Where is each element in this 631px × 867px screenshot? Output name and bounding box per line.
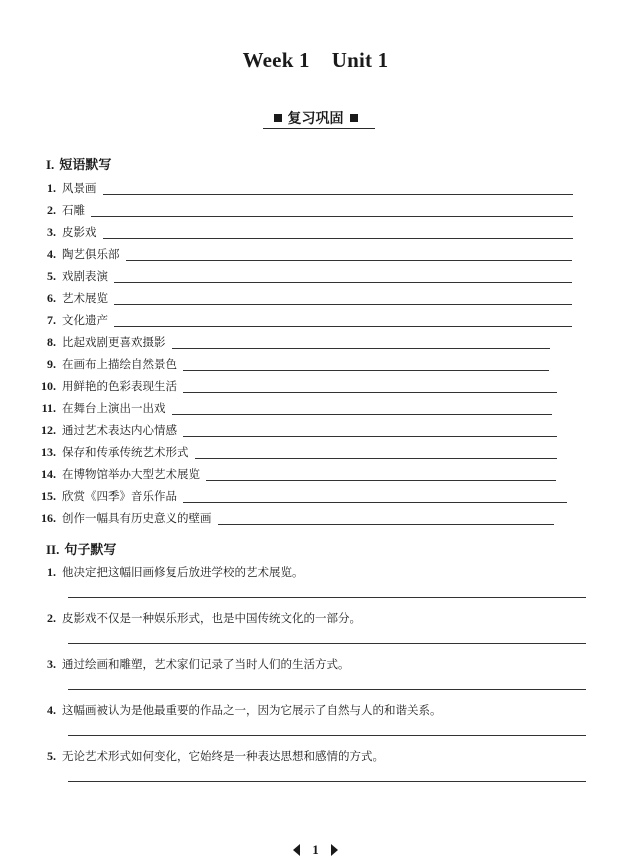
item-number: 4. bbox=[47, 247, 56, 261]
item-number: 5. bbox=[47, 269, 56, 283]
item-number: 12. bbox=[41, 423, 56, 437]
item-number: 1. bbox=[47, 181, 56, 195]
phrase-prompt: 用鲜艳的色彩表现生活 bbox=[62, 379, 177, 393]
item-number: 3. bbox=[47, 657, 56, 671]
sentence-prompt: 无论艺术形式如何变化，它始终是一种表达思想和感情的方式。 bbox=[62, 749, 384, 763]
item-number: 13. bbox=[41, 445, 56, 459]
triangle-right-icon bbox=[331, 844, 338, 856]
item-number: 7. bbox=[47, 313, 56, 327]
answer-blank[interactable] bbox=[126, 248, 572, 261]
square-bullet-icon bbox=[350, 114, 358, 122]
section-banner-title: 复习巩固 bbox=[287, 111, 344, 127]
phrase-row bbox=[0, 416, 631, 438]
phrase-prompt: 欣赏《四季》音乐作品 bbox=[62, 489, 177, 503]
answer-line[interactable] bbox=[68, 597, 586, 598]
item-number: 5. bbox=[47, 749, 56, 763]
phrase-prompt: 在舞台上演出一出戏 bbox=[62, 401, 166, 415]
item-number: 1. bbox=[47, 565, 56, 579]
item-number: 2. bbox=[47, 203, 56, 217]
phrase-row bbox=[0, 482, 631, 504]
answer-blank[interactable] bbox=[195, 446, 557, 459]
item-number: 10. bbox=[41, 379, 56, 393]
phrase-prompt: 通过艺术表达内心情感 bbox=[62, 423, 177, 437]
phrase-row bbox=[0, 306, 631, 328]
phrase-prompt: 石雕 bbox=[62, 203, 85, 217]
answer-blank[interactable] bbox=[114, 270, 572, 283]
item-number: 4. bbox=[47, 703, 56, 717]
item-number: 2. bbox=[47, 611, 56, 625]
phrase-row bbox=[0, 438, 631, 460]
answer-blank[interactable] bbox=[218, 512, 554, 525]
sentence-item bbox=[0, 564, 631, 580]
sentence-item bbox=[0, 610, 631, 626]
answer-blank[interactable] bbox=[172, 402, 552, 415]
phrase-row bbox=[0, 350, 631, 372]
part1-roman: I. bbox=[46, 157, 55, 172]
item-number: 9. bbox=[47, 357, 56, 371]
answer-blank[interactable] bbox=[183, 358, 549, 371]
phrase-row bbox=[0, 174, 631, 196]
phrase-row bbox=[0, 284, 631, 306]
sentence-prompt: 通过绘画和雕塑，艺术家们记录了当时人们的生活方式。 bbox=[62, 657, 350, 671]
phrase-row bbox=[0, 460, 631, 482]
phrase-row bbox=[0, 328, 631, 350]
phrase-prompt: 文化遗产 bbox=[62, 313, 108, 327]
item-number: 16. bbox=[41, 511, 56, 525]
phrase-prompt: 比起戏剧更喜欢摄影 bbox=[62, 335, 166, 349]
page-footer bbox=[0, 842, 631, 858]
phrase-prompt: 创作一幅具有历史意义的壁画 bbox=[62, 511, 212, 525]
phrase-prompt: 艺术展览 bbox=[62, 291, 108, 305]
answer-blank[interactable] bbox=[103, 182, 573, 195]
answer-line[interactable] bbox=[68, 781, 586, 782]
unit-label: Unit 1 bbox=[331, 48, 389, 72]
section-banner bbox=[0, 108, 631, 128]
part1-heading bbox=[46, 154, 111, 173]
part2-heading bbox=[46, 539, 116, 558]
item-number: 11. bbox=[41, 401, 56, 415]
answer-blank[interactable] bbox=[114, 292, 572, 305]
phrase-prompt: 风景画 bbox=[62, 181, 97, 195]
phrase-row bbox=[0, 504, 631, 526]
phrase-row bbox=[0, 196, 631, 218]
item-number: 15. bbox=[41, 489, 56, 503]
phrase-row bbox=[0, 262, 631, 284]
page-number: 1 bbox=[312, 842, 319, 857]
sentence-item bbox=[0, 656, 631, 672]
square-bullet-icon bbox=[274, 114, 282, 122]
phrase-row bbox=[0, 218, 631, 240]
sentence-prompt: 这幅画被认为是他最重要的作品之一，因为它展示了自然与人的和谐关系。 bbox=[62, 703, 442, 717]
item-number: 6. bbox=[47, 291, 56, 305]
part2-roman: II. bbox=[46, 542, 60, 557]
answer-blank[interactable] bbox=[183, 380, 557, 393]
answer-blank[interactable] bbox=[206, 468, 556, 481]
week-label: Week 1 bbox=[242, 48, 310, 72]
phrase-prompt: 皮影戏 bbox=[62, 225, 97, 239]
part2-title: 句子默写 bbox=[64, 543, 117, 558]
answer-blank[interactable] bbox=[183, 490, 567, 503]
phrase-row bbox=[0, 394, 631, 416]
item-number: 14. bbox=[41, 467, 56, 481]
phrase-row bbox=[0, 372, 631, 394]
phrase-prompt: 在画布上描绘自然景色 bbox=[62, 357, 177, 371]
phrase-prompt: 在博物馆举办大型艺术展览 bbox=[62, 467, 200, 481]
sentence-item bbox=[0, 702, 631, 718]
answer-blank[interactable] bbox=[103, 226, 573, 239]
answer-blank[interactable] bbox=[114, 314, 572, 327]
answer-line[interactable] bbox=[68, 735, 586, 736]
answer-blank[interactable] bbox=[91, 204, 573, 217]
phrase-row bbox=[0, 240, 631, 262]
answer-blank[interactable] bbox=[183, 424, 557, 437]
answer-line[interactable] bbox=[68, 643, 586, 644]
phrase-prompt: 戏剧表演 bbox=[62, 269, 108, 283]
page-title bbox=[0, 48, 631, 73]
phrase-prompt: 保存和传承传统艺术形式 bbox=[62, 445, 189, 459]
item-number: 3. bbox=[47, 225, 56, 239]
triangle-left-icon bbox=[293, 844, 300, 856]
sentence-item bbox=[0, 748, 631, 764]
answer-line[interactable] bbox=[68, 689, 586, 690]
banner-underline bbox=[263, 128, 375, 129]
answer-blank[interactable] bbox=[172, 336, 550, 349]
part1-title: 短语默写 bbox=[59, 158, 112, 173]
sentence-prompt: 他决定把这幅旧画修复后放进学校的艺术展览。 bbox=[62, 565, 304, 579]
item-number: 8. bbox=[47, 335, 56, 349]
phrase-prompt: 陶艺俱乐部 bbox=[62, 247, 120, 261]
sentence-prompt: 皮影戏不仅是一种娱乐形式，也是中国传统文化的一部分。 bbox=[62, 611, 361, 625]
